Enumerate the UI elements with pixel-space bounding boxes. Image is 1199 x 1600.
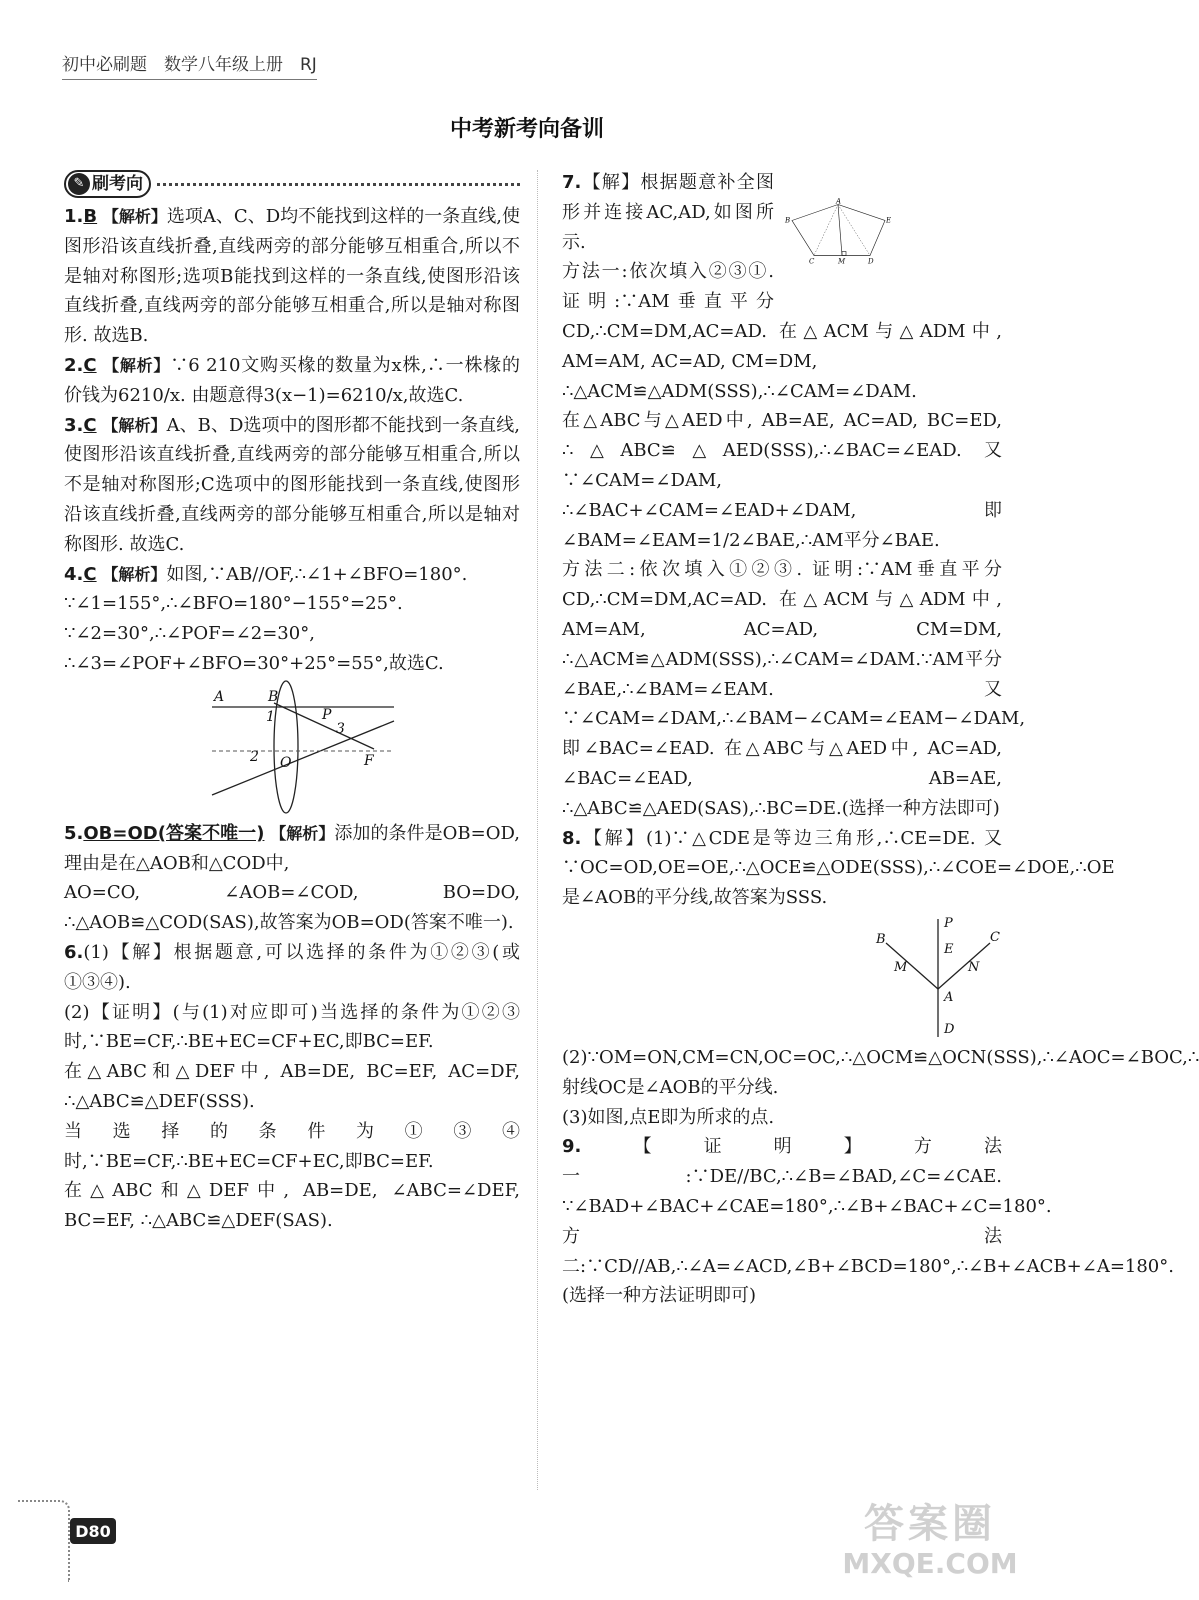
q7-line: 方法一:依次填入②③①. 证明:∵AM垂直平分CD,∴CM=DM,AC=AD. 在△ACM与△ADM中, AM=AM, AC=AD, CM=DM, bbox=[562, 261, 1008, 372]
fig-label: 1 bbox=[266, 708, 275, 725]
question-2 bbox=[64, 351, 520, 411]
q4-line: ∴∠3=∠POF+∠BFO=30°+25°=55°,故选C. bbox=[64, 652, 444, 674]
fig-label: A bbox=[944, 989, 954, 1005]
fig-label: N bbox=[968, 959, 980, 975]
q8-number: 8. bbox=[562, 827, 582, 849]
q4-line: ∵∠2=30°,∴∠POF=∠2=30°, bbox=[64, 623, 315, 645]
q7-line: 【解】根据题意补全图形并连接AC,AD,如图所示. bbox=[562, 172, 774, 253]
q7-number: 7. bbox=[562, 172, 582, 193]
fig-label: D bbox=[944, 1021, 955, 1037]
q7-line: ∴△ACM≌△ADM(SSS),∴∠CAM=∠DAM. bbox=[562, 380, 917, 402]
q1-number: 1. bbox=[64, 206, 84, 227]
q5-answer: OB=OD(答案不唯一) bbox=[83, 822, 265, 844]
q7-figure bbox=[782, 168, 1002, 298]
q3-number: 3. bbox=[64, 414, 84, 436]
q7-line: 方法二:依次填入①②③. 证明:∵AM垂直平分CD,∴CM=DM,AC=AD. 在△ACM与△ADM中, AM=AM, AC=AD, CM=DM, ∴△ACM≌△ADM(SSS),∴∠CAM=∠DAM.∵AM平分∠BAE,∴∠BAM=∠EAM. 又∵∠CAM=∠DAM,∴∠BAM−∠CAM=∠EAM−∠DAM,即∠BAC=∠EAD. 在△ABC与△AED中, AC=AD, ∠BAC=∠EAD, AB=AE, ∴△ABC≌△AED(SAS),∴BC=DE.(选择一种方法即可) bbox=[562, 559, 1026, 819]
q4-line: ∵∠1=155°,∴∠BFO=180°−155°=25°. bbox=[64, 593, 403, 615]
q7-line: 在△ABC与△AED中, AB=AE, AC=AD, BC=ED, ∴△ABC≌△AED(SSS),∴∠BAC=∠EAD. 又∵∠CAM=∠DAM, bbox=[562, 410, 1008, 491]
q6-line: (1)【解】根据题意,可以选择的条件为①②③(或①③④). bbox=[64, 941, 520, 993]
section-header bbox=[64, 168, 520, 200]
fig-label: B bbox=[785, 216, 791, 225]
q4-tag: 【解析】 bbox=[102, 564, 167, 584]
footer-decoration bbox=[18, 1500, 70, 1582]
page-title: 中考新考向备训 bbox=[449, 117, 604, 142]
left-column bbox=[64, 168, 526, 1236]
q8-line: 【解】(1)∵△CDE是等边三角形,∴CE=DE. 又∵OC=OD,OE=OE,∴△OCE≌△ODE(SSS),∴∠COE=∠DOE,∴OE是∠AOB的平分线,故答案为SSS. bbox=[562, 827, 1115, 909]
q6-number: 6. bbox=[64, 941, 84, 963]
q4-line: 如图,∵AB//OF,∴∠1+∠BFO=180°. bbox=[166, 563, 468, 585]
fig-label: A bbox=[836, 197, 842, 206]
q4-answer: C bbox=[83, 563, 97, 585]
q5-number: 5. bbox=[64, 822, 84, 844]
fig-label: D bbox=[868, 257, 874, 266]
fig-label: O bbox=[280, 754, 292, 771]
q6-line: 在△ABC和△DEF中, AB=DE, BC=EF, AC=DF, ∴△ABC≌△DEF(SSS). bbox=[64, 1061, 526, 1112]
line-am bbox=[838, 205, 842, 256]
line-ad bbox=[838, 205, 870, 256]
q6-line: (2)【证明】(与(1)对应即可)当选择的条件为①②③时,∵BE=CF,∴BE+EC=CF+EC,即BC=EF. bbox=[64, 1001, 520, 1053]
fig-label: P bbox=[944, 915, 953, 931]
watermark-line1: 答案圈 bbox=[864, 1501, 996, 1547]
question-1 bbox=[64, 202, 520, 351]
q9-number: 9. bbox=[562, 1136, 582, 1158]
q8-figure bbox=[872, 913, 1002, 1043]
q3-text: A、B、D选项中的图形都不能找到一条直线,使图形沿该直线折叠,直线两旁的部分能够互相重合,所以不是轴对称图形;C选项中的图形能找到一条直线,使图形沿该直线折叠,直线两旁的部分能够互相重合,所以是轴对称图形. 故选C. bbox=[64, 414, 520, 555]
book-header: 初中必刷题 数学八年级上册 RJ bbox=[62, 50, 317, 80]
fig-label: 2 bbox=[250, 748, 259, 765]
question-9 bbox=[562, 1132, 1052, 1221]
fig-label: M bbox=[894, 959, 908, 975]
fig-label: 3 bbox=[336, 720, 345, 737]
q9-line: 【证明】方法一:∵DE//BC,∴∠B=∠BAD,∠C=∠CAE. ∵∠BAD+∠BAC+∠CAE=180°,∴∠B+∠BAC+∠C=180°. bbox=[562, 1136, 1052, 1217]
q3-answer: C bbox=[83, 414, 97, 436]
fig-label: P bbox=[322, 706, 332, 723]
right-angle-mark bbox=[842, 252, 846, 256]
question-5 bbox=[64, 819, 520, 879]
q5-line: 添加的条件是OB=OD,理由是在△AOB和△COD中, bbox=[64, 822, 520, 874]
section-badge-label: 刷考向 bbox=[92, 174, 143, 194]
book-icon: ✎ bbox=[68, 173, 90, 195]
q4-number: 4. bbox=[64, 563, 84, 585]
fig-label: C bbox=[990, 929, 1000, 945]
section-badge bbox=[64, 170, 151, 198]
question-3 bbox=[64, 411, 520, 560]
q2-tag: 【解析】 bbox=[103, 355, 171, 375]
fig-label: M bbox=[838, 257, 846, 266]
q6-line: 在△ABC和△DEF中, AB=DE, ∠ABC=∠DEF, BC=EF, ∴△ABC≌△DEF(SAS). bbox=[64, 1180, 526, 1232]
watermark bbox=[820, 1500, 1040, 1590]
q7-line: ∴∠BAC+∠CAM=∠EAD+∠DAM,即∠BAM=∠EAM=1/2∠BAE,∴AM平分∠BAE. bbox=[562, 499, 1002, 551]
dotted-rule bbox=[157, 183, 520, 186]
fig-label: B bbox=[268, 688, 279, 705]
watermark-line2: MXQE.COM bbox=[842, 1547, 1018, 1580]
fig-label: C bbox=[809, 257, 815, 266]
q5-tag: 【解析】 bbox=[270, 823, 335, 843]
question-4 bbox=[64, 560, 520, 590]
question-8 bbox=[562, 824, 1115, 913]
q1-answer: B bbox=[83, 206, 98, 227]
q6-line: 当选择的条件为①③④时,∵BE=CF,∴BE+EC=CF+EC,即BC=EF. bbox=[64, 1120, 520, 1172]
q8-line: (3)如图,点E即为所求的点. bbox=[562, 1106, 775, 1128]
q1-text: 选项A、C、D均不能找到这样的一条直线,使图形沿该直线折叠,直线两旁的部分能够互相重合,所以不是轴对称图形;选项B能找到这样的一条直线,使图形沿该直线折叠,直线两旁的部分能够互相重合,所以是轴对称图形. 故选B. bbox=[64, 206, 520, 347]
q8-line: (2)∵OM=ON,CM=CN,OC=OC,∴△OCM≌△OCN(SSS),∴∠AOC=∠BOC,∴射线OC是∠AOB的平分线. bbox=[562, 1046, 1199, 1098]
fig-label: F bbox=[364, 752, 374, 769]
line-ac bbox=[814, 205, 838, 256]
column-divider bbox=[537, 170, 538, 1490]
q3-tag: 【解析】 bbox=[102, 415, 167, 435]
q2-text: ∵6 210文购买椽的数量为x株,∴一株椽的价钱为6210/x. 由题意得3(x−1)=6210/x,故选C. bbox=[64, 354, 520, 406]
question-6 bbox=[64, 938, 520, 998]
q5-line: AO=CO, ∠AOB=∠COD, BO=DO, ∴△AOB≌△COD(SAS),故答案为OB=OD(答案不唯一). bbox=[64, 882, 526, 934]
q2-answer: C bbox=[83, 354, 97, 376]
q2-number: 2. bbox=[64, 354, 84, 376]
fig-label: A bbox=[214, 688, 225, 705]
q1-tag: 【解析】 bbox=[102, 207, 167, 226]
q4-figure bbox=[64, 679, 520, 819]
right-column bbox=[562, 168, 1199, 1311]
fig-label: E bbox=[944, 941, 954, 957]
fig-label: E bbox=[886, 216, 892, 225]
q9-line: 方法二:∵CD//AB,∴∠A=∠ACD,∠B+∠BCD=180°,∴∠B+∠ACB+∠A=180°.(选择一种方法证明即可) bbox=[562, 1225, 1174, 1307]
page-number: D80 bbox=[70, 1518, 116, 1544]
fig-label: B bbox=[876, 931, 886, 947]
